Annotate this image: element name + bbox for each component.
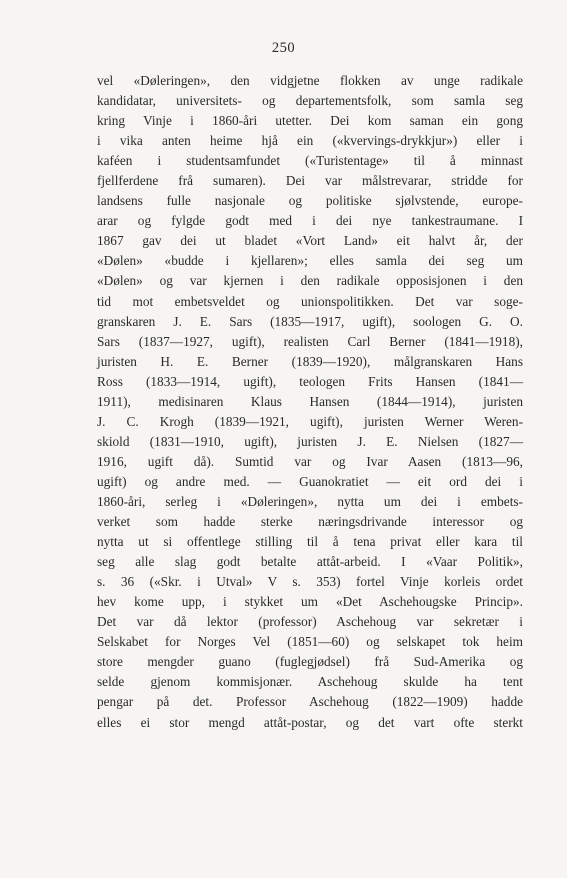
text-line: landsens fulle nasjonale og politiske sjølvstende, europe-	[97, 193, 523, 209]
text-line: kaféen i studentsamfundet («Turistentage» til å minnast	[97, 153, 523, 169]
text-line: hev kome upp, i stykket um «Det Aschehougske Princip».	[97, 594, 523, 610]
text-line: i vika anten heime hjå ein («kvervings-drykkjur») eller i	[97, 133, 523, 149]
text-line: nytta ut si offentlege stilling til å tena privat eller kara til	[97, 534, 523, 550]
text-line: 1860-åri, serleg i «Døleringen», nytta um dei i embets-	[97, 493, 523, 509]
text-line: Ross (1833—1914, ugift), teologen Frits Hansen (1841—	[97, 373, 523, 389]
text-line: verket som hadde sterke næringsdrivande interessor og	[97, 514, 523, 530]
text-line: Sars (1837—1927, ugift), realisten Carl Berner (1841—1918),	[97, 333, 523, 349]
text-line: elles ei stor mengd attåt-postar, og det vart ofte sterkt	[97, 714, 523, 730]
text-line: store mengder guano (fuglegjødsel) frå Sud-Amerika og	[97, 654, 523, 670]
text-line: arar og fylgde godt med i dei nye tankestraumane. I	[97, 213, 523, 229]
text-line: J. C. Krogh (1839—1921, ugift), juristen Werner Weren-	[97, 413, 523, 429]
text-line: juristen H. E. Berner (1839—1920), målgranskaren Hans	[97, 353, 523, 369]
text-line: seg alle slag godt betalte attåt-arbeid. I «Vaar Politik»,	[97, 554, 523, 570]
text-line: kandidatar, universitets- og departementsfolk, som samla seg	[97, 93, 523, 109]
text-line: skiold (1831—1910, ugift), juristen J. E. Nielsen (1827—	[97, 433, 523, 449]
text-line: Selskabet for Norges Vel (1851—60) og selskapet tok heim	[97, 634, 523, 650]
text-line: pengar på det. Professor Aschehoug (1822—1909) hadde	[97, 694, 523, 710]
text-line: kring Vinje i 1860-åri utetter. Dei kom saman ein gong	[97, 113, 523, 129]
text-line: 1916, ugift då). Sumtid var og Ivar Aasen (1813—96,	[97, 453, 523, 469]
text-line: granskaren J. E. Sars (1835—1917, ugift), soologen G. O.	[97, 313, 523, 329]
text-line: selde gjenom kommisjonær. Aschehoug skulde ha tent	[97, 674, 523, 690]
text-line: «Dølen» «budde i kjellaren»; elles samla dei seg um	[97, 253, 523, 269]
text-line: vel «Døleringen», den vidgjetne flokken av unge radikale	[97, 73, 523, 88]
text-line: tid mot embetsveldet og unionspolitikken. Det var soge-	[97, 293, 523, 309]
text-line: fjellferdene frå sumaren). Dei var målstrevarar, stridde for	[97, 173, 523, 189]
page-number: 250	[271, 40, 296, 56]
text-line: Det var då lektor (professor) Aschehoug var sekretær i	[97, 614, 523, 630]
text-line: ugift) og andre med. — Guanokratiet — eit ord dei i	[97, 473, 523, 489]
body-text	[97, 71, 523, 733]
text-line: 1911), medisinaren Klaus Hansen (1844—1914), juristen	[97, 393, 523, 409]
text-line: 1867 gav dei ut bladet «Vort Land» eit halvt år, der	[97, 233, 523, 249]
text-line: «Dølen» og var kjernen i den radikale opposisjonen i den	[97, 273, 523, 289]
text-line: s. 36 («Skr. i Utval» V s. 353) fortel Vinje korleis ordet	[97, 574, 523, 590]
